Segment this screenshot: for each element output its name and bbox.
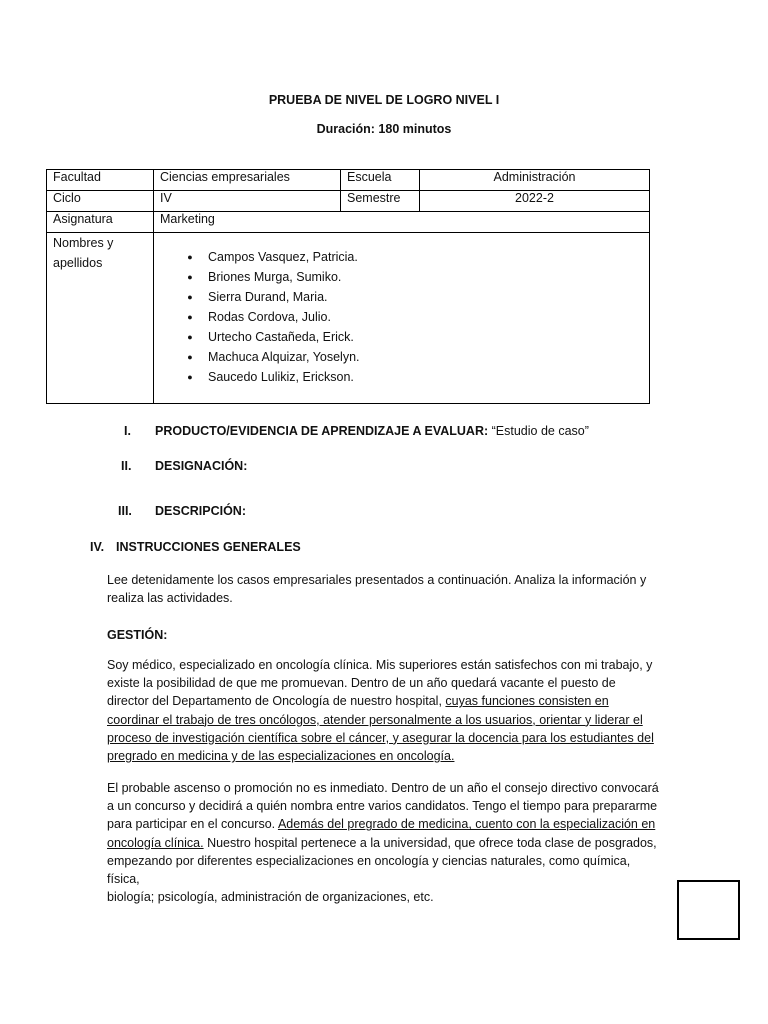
intro-paragraph: Lee detenidamente los casos empresariales presentados a continuación. Analiza la información y realiza las actividades. <box>107 573 647 606</box>
document-title: PRUEBA DE NIVEL DE LOGRO NIVEL I <box>268 93 500 107</box>
section-4-number: IV. <box>90 540 105 554</box>
semestre-value: 2022-2 <box>420 191 650 212</box>
section-1-number: I. <box>124 424 131 438</box>
paragraph-1: Soy médico, especializado en oncología clínica. Mis superiores están satisfechos con mi trabajo, y existe la posibilidad de que me promuevan. Dentro de un año quedará vacante el puesto de director del Departamento de Oncología de nuestro hospital, cuyas funciones consisten en coordinar el trabajo de tres oncólogos, atender personalmente a los usuarios, orientar y liderar el proceso de investigación científica sobre el cáncer, y asegurar la docencia para los estudiantes del pregrado en medicina y de las especializaciones en oncología. <box>107 658 654 764</box>
bullet-icon: ● <box>187 352 193 362</box>
bullet-icon: ● <box>187 312 193 322</box>
section-3-label: DESCRIPCIÓN: <box>155 504 246 518</box>
paragraph-2: El probable ascenso o promoción no es inmediato. Dentro de un año el consejo directivo convocará a un concurso y decidirá a quién nombra entre varios candidatos. Tengo el tiempo para prepararme para participar en el concurso. Además del pregrado de medicina, cuento con la especialización en oncología clínica. Nuestro hospital pertenece a la universidad, que ofrece toda clase de posgrados, empezando por diferentes especializaciones en oncología y ciencias naturales, como química, física, biología; psicología, administración de organizaciones, etc. <box>107 781 659 905</box>
list-item: ● Saucedo Lulikiz, Erickson. <box>180 367 643 387</box>
section-2-label: DESIGNACIÓN: <box>155 459 248 473</box>
ciclo-label: Ciclo <box>47 191 154 212</box>
bullet-icon: ● <box>187 252 193 262</box>
asignatura-value: Marketing <box>154 212 650 233</box>
escuela-value: Administración <box>420 170 650 191</box>
gestion-heading: GESTIÓN: <box>107 628 168 642</box>
names-list <box>180 247 643 387</box>
asignatura-label: Asignatura <box>47 212 154 233</box>
info-table <box>46 169 650 404</box>
section-1-value: “Estudio de caso” <box>491 424 589 438</box>
semestre-label: Semestre <box>341 191 420 212</box>
document-duration: Duración: 180 minutos <box>316 122 452 136</box>
nombres-label: Nombres y apellidos <box>47 233 154 404</box>
bullet-icon: ● <box>187 332 193 342</box>
list-item: ● Briones Murga, Sumiko. <box>180 267 643 287</box>
names-cell <box>154 233 650 404</box>
section-4-label: INSTRUCCIONES GENERALES <box>116 540 301 554</box>
section-1-label: PRODUCTO/EVIDENCIA DE APRENDIZAJE A EVALUAR: <box>155 424 489 438</box>
escuela-label: Escuela <box>341 170 420 191</box>
table-row <box>47 212 650 233</box>
facultad-label: Facultad <box>47 170 154 191</box>
list-item: ● Rodas Cordova, Julio. <box>180 307 643 327</box>
bullet-icon: ● <box>187 372 193 382</box>
list-item: ● Campos Vasquez, Patricia. <box>180 247 643 267</box>
section-3-number: III. <box>118 504 132 518</box>
table-row <box>47 233 650 404</box>
list-item: ● Machuca Alquizar, Yoselyn. <box>180 347 643 367</box>
list-item: ● Urtecho Castañeda, Erick. <box>180 327 643 347</box>
section-1-heading <box>155 424 589 438</box>
bullet-icon: ● <box>187 272 193 282</box>
list-item: ● Sierra Durand, Maria. <box>180 287 643 307</box>
ciclo-value: IV <box>154 191 341 212</box>
facultad-value: Ciencias empresariales <box>154 170 341 191</box>
table-row <box>47 170 650 191</box>
section-2-number: II. <box>121 459 132 473</box>
table-row <box>47 191 650 212</box>
empty-box <box>677 880 740 940</box>
bullet-icon: ● <box>187 292 193 302</box>
